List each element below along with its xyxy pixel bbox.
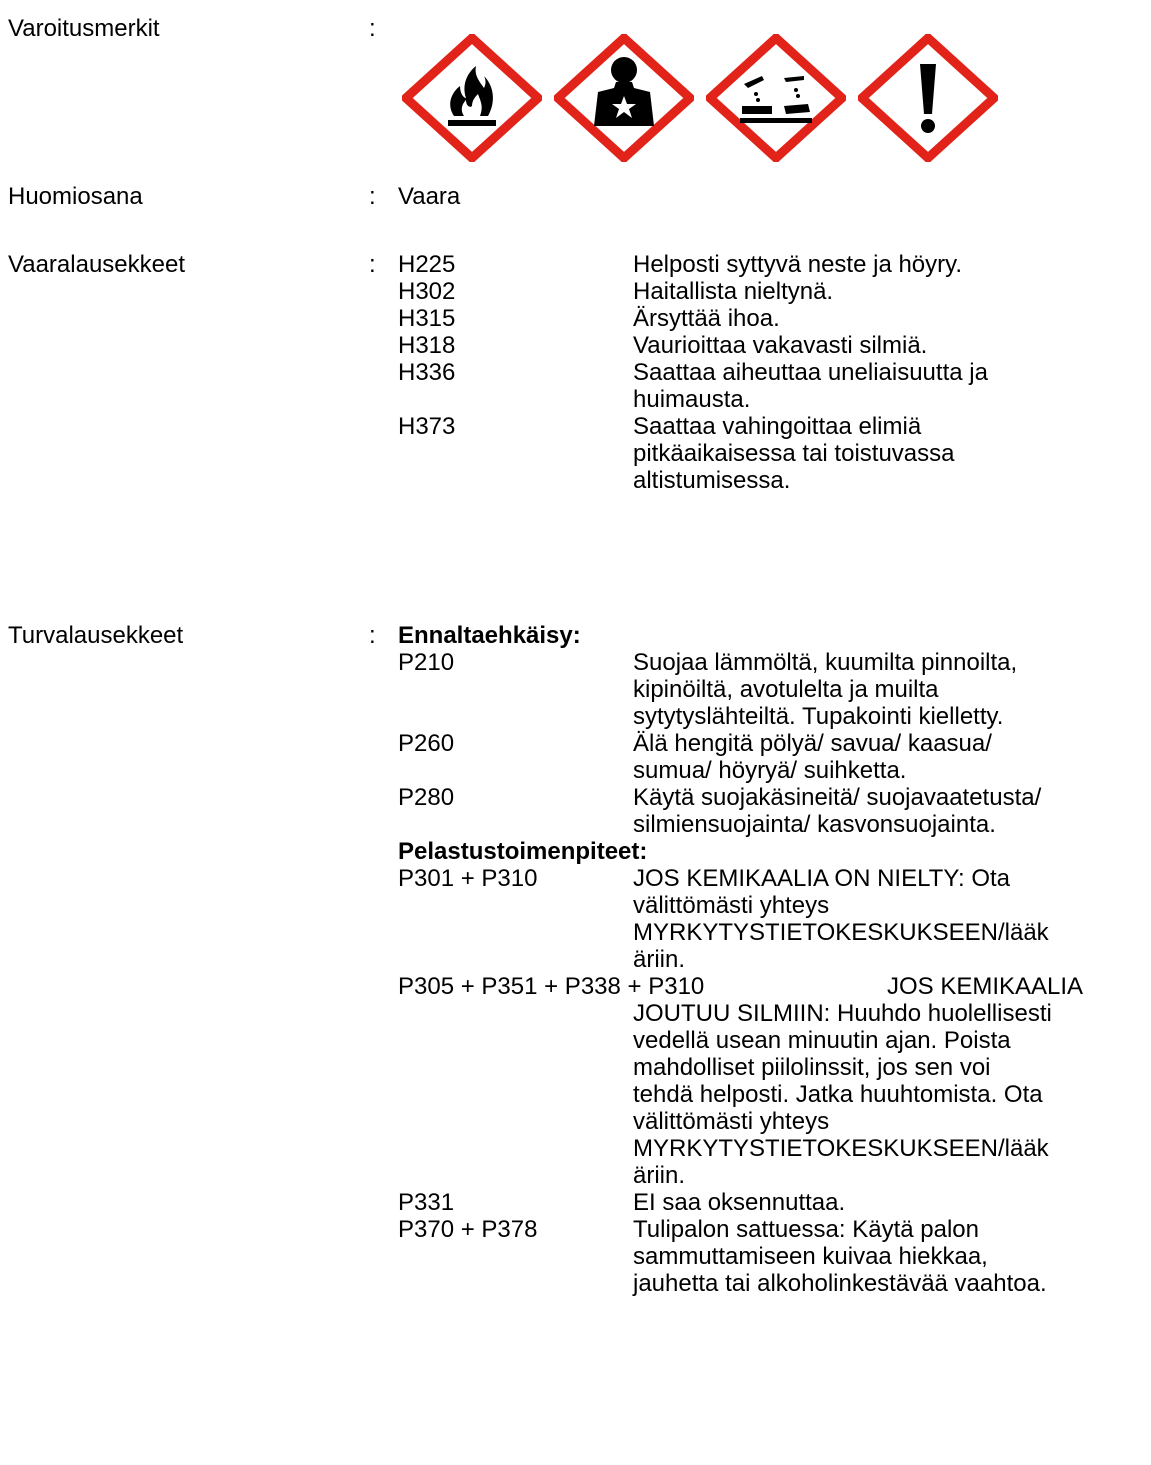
- hazard-code: H373: [398, 413, 456, 440]
- precautionary-statements-label: Turvalausekkeet: [8, 622, 184, 649]
- precaution-text: äriin.: [633, 1162, 686, 1189]
- hazard-text: pitkäaikaisessa tai toistuvassa: [633, 440, 955, 467]
- health-hazard-icon: [554, 34, 694, 162]
- hazard-statements-label: Vaaralausekkeet: [8, 251, 185, 278]
- hazard-text: huimausta.: [633, 386, 751, 413]
- precaution-text: MYRKYTYSTIETOKESKUKSEEN/lääk: [633, 1135, 1049, 1162]
- ghs-pictograms: [402, 34, 1002, 162]
- colon: :: [369, 15, 376, 42]
- hazard-code: H336: [398, 359, 456, 386]
- precaution-text: JOS KEMIKAALIA: [887, 973, 1084, 1000]
- precaution-text: tehdä helposti. Jatka huuhtomista. Ota: [633, 1081, 1043, 1108]
- precaution-text: välittömästi yhteys: [633, 892, 830, 919]
- precaution-code: P331: [398, 1189, 455, 1216]
- colon: :: [369, 251, 376, 278]
- colon: :: [369, 183, 376, 210]
- hazard-text: altistumisessa.: [633, 467, 791, 494]
- precaution-text: MYRKYTYSTIETOKESKUKSEEN/lääk: [633, 919, 1049, 946]
- response-heading: Pelastustoimenpiteet:: [398, 838, 648, 865]
- flame-icon: [402, 34, 542, 162]
- signal-word-label: Huomiosana: [8, 183, 143, 210]
- pictograms-label: Varoitusmerkit: [8, 15, 160, 42]
- hazard-text: Saattaa aiheuttaa uneliaisuutta ja: [633, 359, 988, 386]
- precaution-code: P280: [398, 784, 455, 811]
- precaution-text: JOUTUU SILMIIN: Huuhdo huolellisesti: [633, 1000, 1052, 1027]
- exclamation-icon: [858, 34, 998, 162]
- precaution-text: äriin.: [633, 946, 686, 973]
- precaution-text: sammuttamiseen kuivaa hiekkaa,: [633, 1243, 988, 1270]
- colon: :: [369, 622, 376, 649]
- hazard-code: H315: [398, 305, 456, 332]
- precaution-code: P305 + P351 + P338 + P310: [398, 973, 705, 1000]
- hazard-code: H302: [398, 278, 456, 305]
- precaution-text: vedellä usean minuutin ajan. Poista: [633, 1027, 1011, 1054]
- precaution-code: P301 + P310: [398, 865, 538, 892]
- precaution-code: P260: [398, 730, 455, 757]
- signal-word: Vaara: [398, 183, 461, 210]
- precaution-text: sumua/ höyryä/ suihketta.: [633, 757, 907, 784]
- hazard-text: Haitallista nieltynä.: [633, 278, 834, 305]
- hazard-text: Ärsyttää ihoa.: [633, 305, 780, 332]
- prevention-heading: Ennaltaehkäisy:: [398, 622, 581, 649]
- precaution-code: P370 + P378: [398, 1216, 538, 1243]
- hazard-text: Saattaa vahingoittaa elimiä: [633, 413, 922, 440]
- precaution-text: EI saa oksennuttaa.: [633, 1189, 846, 1216]
- hazard-text: Helposti syttyvä neste ja höyry.: [633, 251, 963, 278]
- corrosion-icon: [706, 34, 846, 162]
- precaution-text: Tulipalon sattuessa: Käytä palon: [633, 1216, 979, 1243]
- hazard-code: H225: [398, 251, 456, 278]
- precaution-text: mahdolliset piilolinssit, jos sen voi: [633, 1054, 991, 1081]
- precaution-text: sytytyslähteiltä. Tupakointi kielletty.: [633, 703, 1004, 730]
- precaution-text: Käytä suojakäsineitä/ suojavaatetusta/: [633, 784, 1042, 811]
- precaution-text: välittömästi yhteys: [633, 1108, 830, 1135]
- precaution-code: P210: [398, 649, 455, 676]
- precaution-text: Älä hengitä pölyä/ savua/ kaasua/: [633, 730, 992, 757]
- hazard-code: H318: [398, 332, 456, 359]
- precaution-text: Suojaa lämmöltä, kuumilta pinnoilta,: [633, 649, 1018, 676]
- precaution-text: kipinöiltä, avotulelta ja muilta: [633, 676, 939, 703]
- precaution-text: JOS KEMIKAALIA ON NIELTY: Ota: [633, 865, 1011, 892]
- hazard-text: Vaurioittaa vakavasti silmiä.: [633, 332, 928, 359]
- precaution-text: silmiensuojainta/ kasvonsuojainta.: [633, 811, 996, 838]
- precaution-text: jauhetta tai alkoholinkestävää vaahtoa.: [633, 1270, 1047, 1297]
